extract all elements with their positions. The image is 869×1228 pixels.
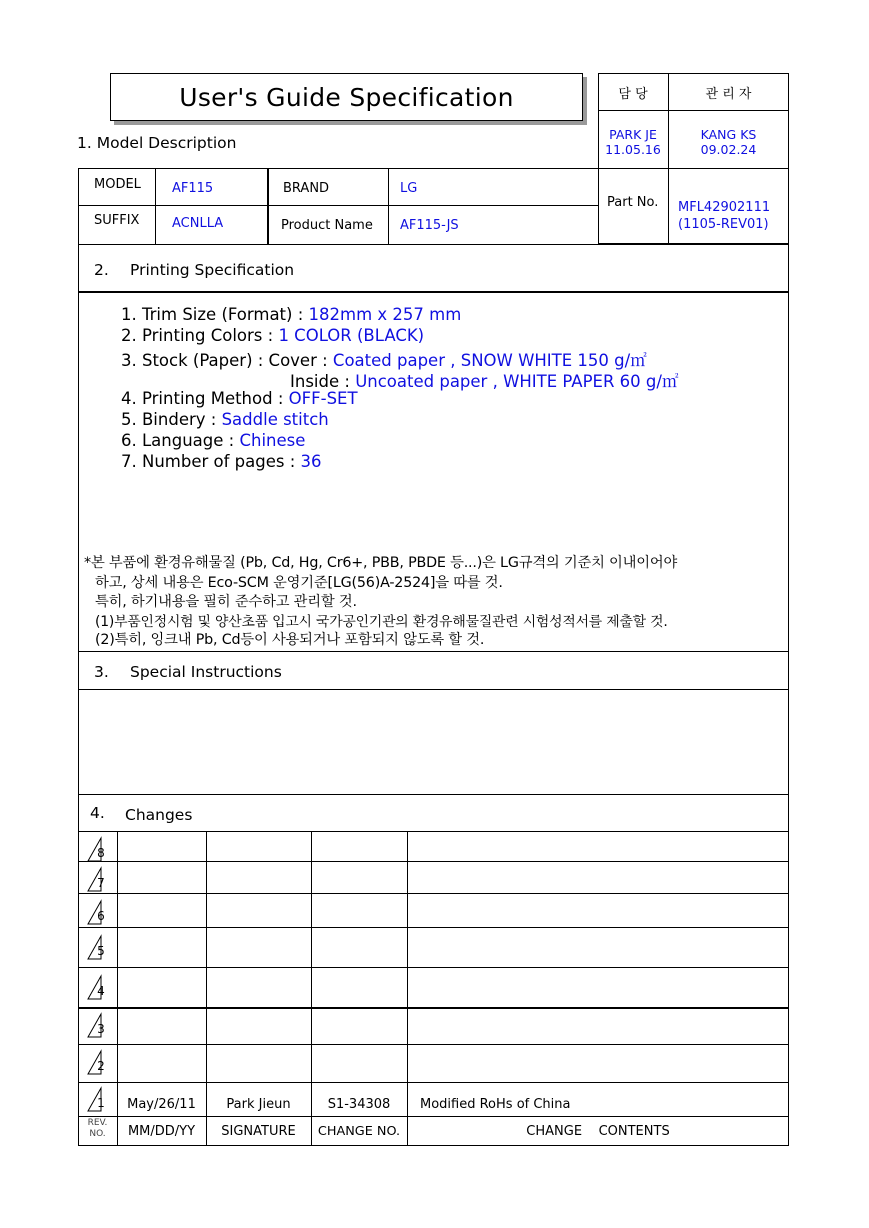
revision-7-number: 7 [97,876,105,890]
rev1-contents: Modified RoHs of China [420,1096,571,1112]
model-value: AF115 [172,180,214,196]
part-no-value-line2: (1105-REV01) [678,217,769,232]
note-line-5: (2)특히, 잉크내 Pb, Cd등이 사용되거나 포함되지 않도록 할 것. [95,632,485,648]
section1-title: 1. Model Description [77,134,237,152]
revision-8-icon [86,836,114,862]
spec-trim-value: 182mm x 257 mm [308,305,462,324]
revision-5-icon [86,934,114,960]
spec-pages-value: 36 [300,452,322,471]
signature-header: SIGNATURE [221,1123,296,1139]
spec-pages-label: 7. Number of pages : [121,452,301,471]
note-line-1: *본 부품에 환경유해물질 (Pb, Cd, Hg, Cr6+, PBB, PBDE 등...)은 LG규격의 기준치 이내이어야 [84,555,678,571]
document-title: User's Guide Specification [110,73,583,121]
revision-6-number: 6 [97,909,105,923]
section3-title: Special Instructions [130,663,282,681]
approval-col1-date: 11.05.16 [605,142,661,157]
model-label: MODEL [94,176,141,192]
suffix-value: ACNLLA [172,215,224,231]
section4-title: Changes [125,806,193,824]
revision-7-icon [86,866,114,892]
note-line-3: 특히, 하기내용을 필히 준수하고 관리할 것. [95,594,357,610]
spec-language-value: Chinese [239,431,306,450]
revision-2-number: 2 [97,1059,105,1073]
approval-col2-date: 09.02.24 [700,142,757,157]
part-no-value-line1: MFL42902111 [678,200,771,215]
spec-method-label: 4. Printing Method : [121,389,289,408]
spec-bindery [121,410,329,429]
rev-no-header-line1: REV. [87,1118,108,1128]
spec-printing-colors [121,326,424,345]
approval-col1-signature [598,127,668,157]
spec-language [121,431,305,450]
spec-stock-label: 3. Stock (Paper) : Cover : [121,351,333,370]
change-no-header: CHANGE NO. [317,1123,401,1139]
spec-stock-cover-value: Coated paper , SNOW WHITE 150 g/㎡ [332,351,647,370]
spec-bindery-label: 5. Bindery : [121,410,222,429]
part-no-label: Part No. [607,194,659,210]
section3-number: 3. [94,663,109,681]
spec-method-value: OFF-SET [288,389,358,408]
suffix-label: SUFFIX [94,212,140,228]
spec-trim-size [121,305,461,324]
rev1-change-no: S1-34308 [327,1096,391,1112]
date-header: MM/DD/YY [127,1123,196,1139]
spec-trim-label: 1. Trim Size (Format) : [121,305,309,324]
revision-1-number: 1 [97,1096,105,1110]
revision-5-number: 5 [97,944,105,958]
brand-label: BRAND [283,180,330,196]
approval-col2-signature [668,127,789,157]
revision-3-number: 3 [97,1022,105,1036]
product-name-label: Product Name [281,217,373,233]
revision-2-icon [86,1049,114,1075]
approval-col1-name: PARK JE [609,127,657,142]
spec-colors-value: 1 COLOR (BLACK) [278,326,425,345]
rev1-signature: Park Jieun [226,1096,291,1112]
revision-4-number: 4 [97,984,105,998]
part-no-value [678,199,770,233]
rev-no-header-line2: NO. [89,1129,106,1139]
note-line-4: (1)부품인정시험 및 양산초품 입고시 국가공인기관의 환경유해물질관련 시험성적서를 제출할 것. [95,614,668,630]
spec-inside-value: Uncoated paper , WHITE PAPER 60 g/㎡ [355,372,679,391]
revision-4-icon [86,974,114,1000]
brand-value: LG [400,180,418,196]
spec-language-label: 6. Language : [121,431,240,450]
approval-col1-header: 담 당 [618,86,648,102]
spec-printing-method [121,389,358,408]
section2-title: Printing Specification [130,261,295,279]
spec-colors-label: 2. Printing Colors : [121,326,279,345]
approval-col2-name: KANG KS [700,127,757,142]
revision-6-icon [86,899,114,925]
revision-3-icon [86,1012,114,1038]
revision-8-number: 8 [97,846,105,860]
spec-number-of-pages [121,452,322,471]
rev-no-header [78,1118,117,1140]
product-name-value: AF115-JS [400,217,459,233]
spec-bindery-value: Saddle stitch [221,410,329,429]
change-contents-header: CHANGE CONTENTS [526,1123,670,1139]
section4-number: 4. [90,804,105,822]
rev1-date: May/26/11 [127,1096,196,1112]
spec-inside-label: Inside : [290,372,356,391]
revision-1-icon [86,1086,114,1112]
section2-number: 2. [94,261,109,279]
approval-col2-header: 관 리 자 [705,86,752,102]
note-line-2: 하고, 상세 내용은 Eco-SCM 운영기준[LG(56)A-2524]을 따를 것. [95,575,503,591]
